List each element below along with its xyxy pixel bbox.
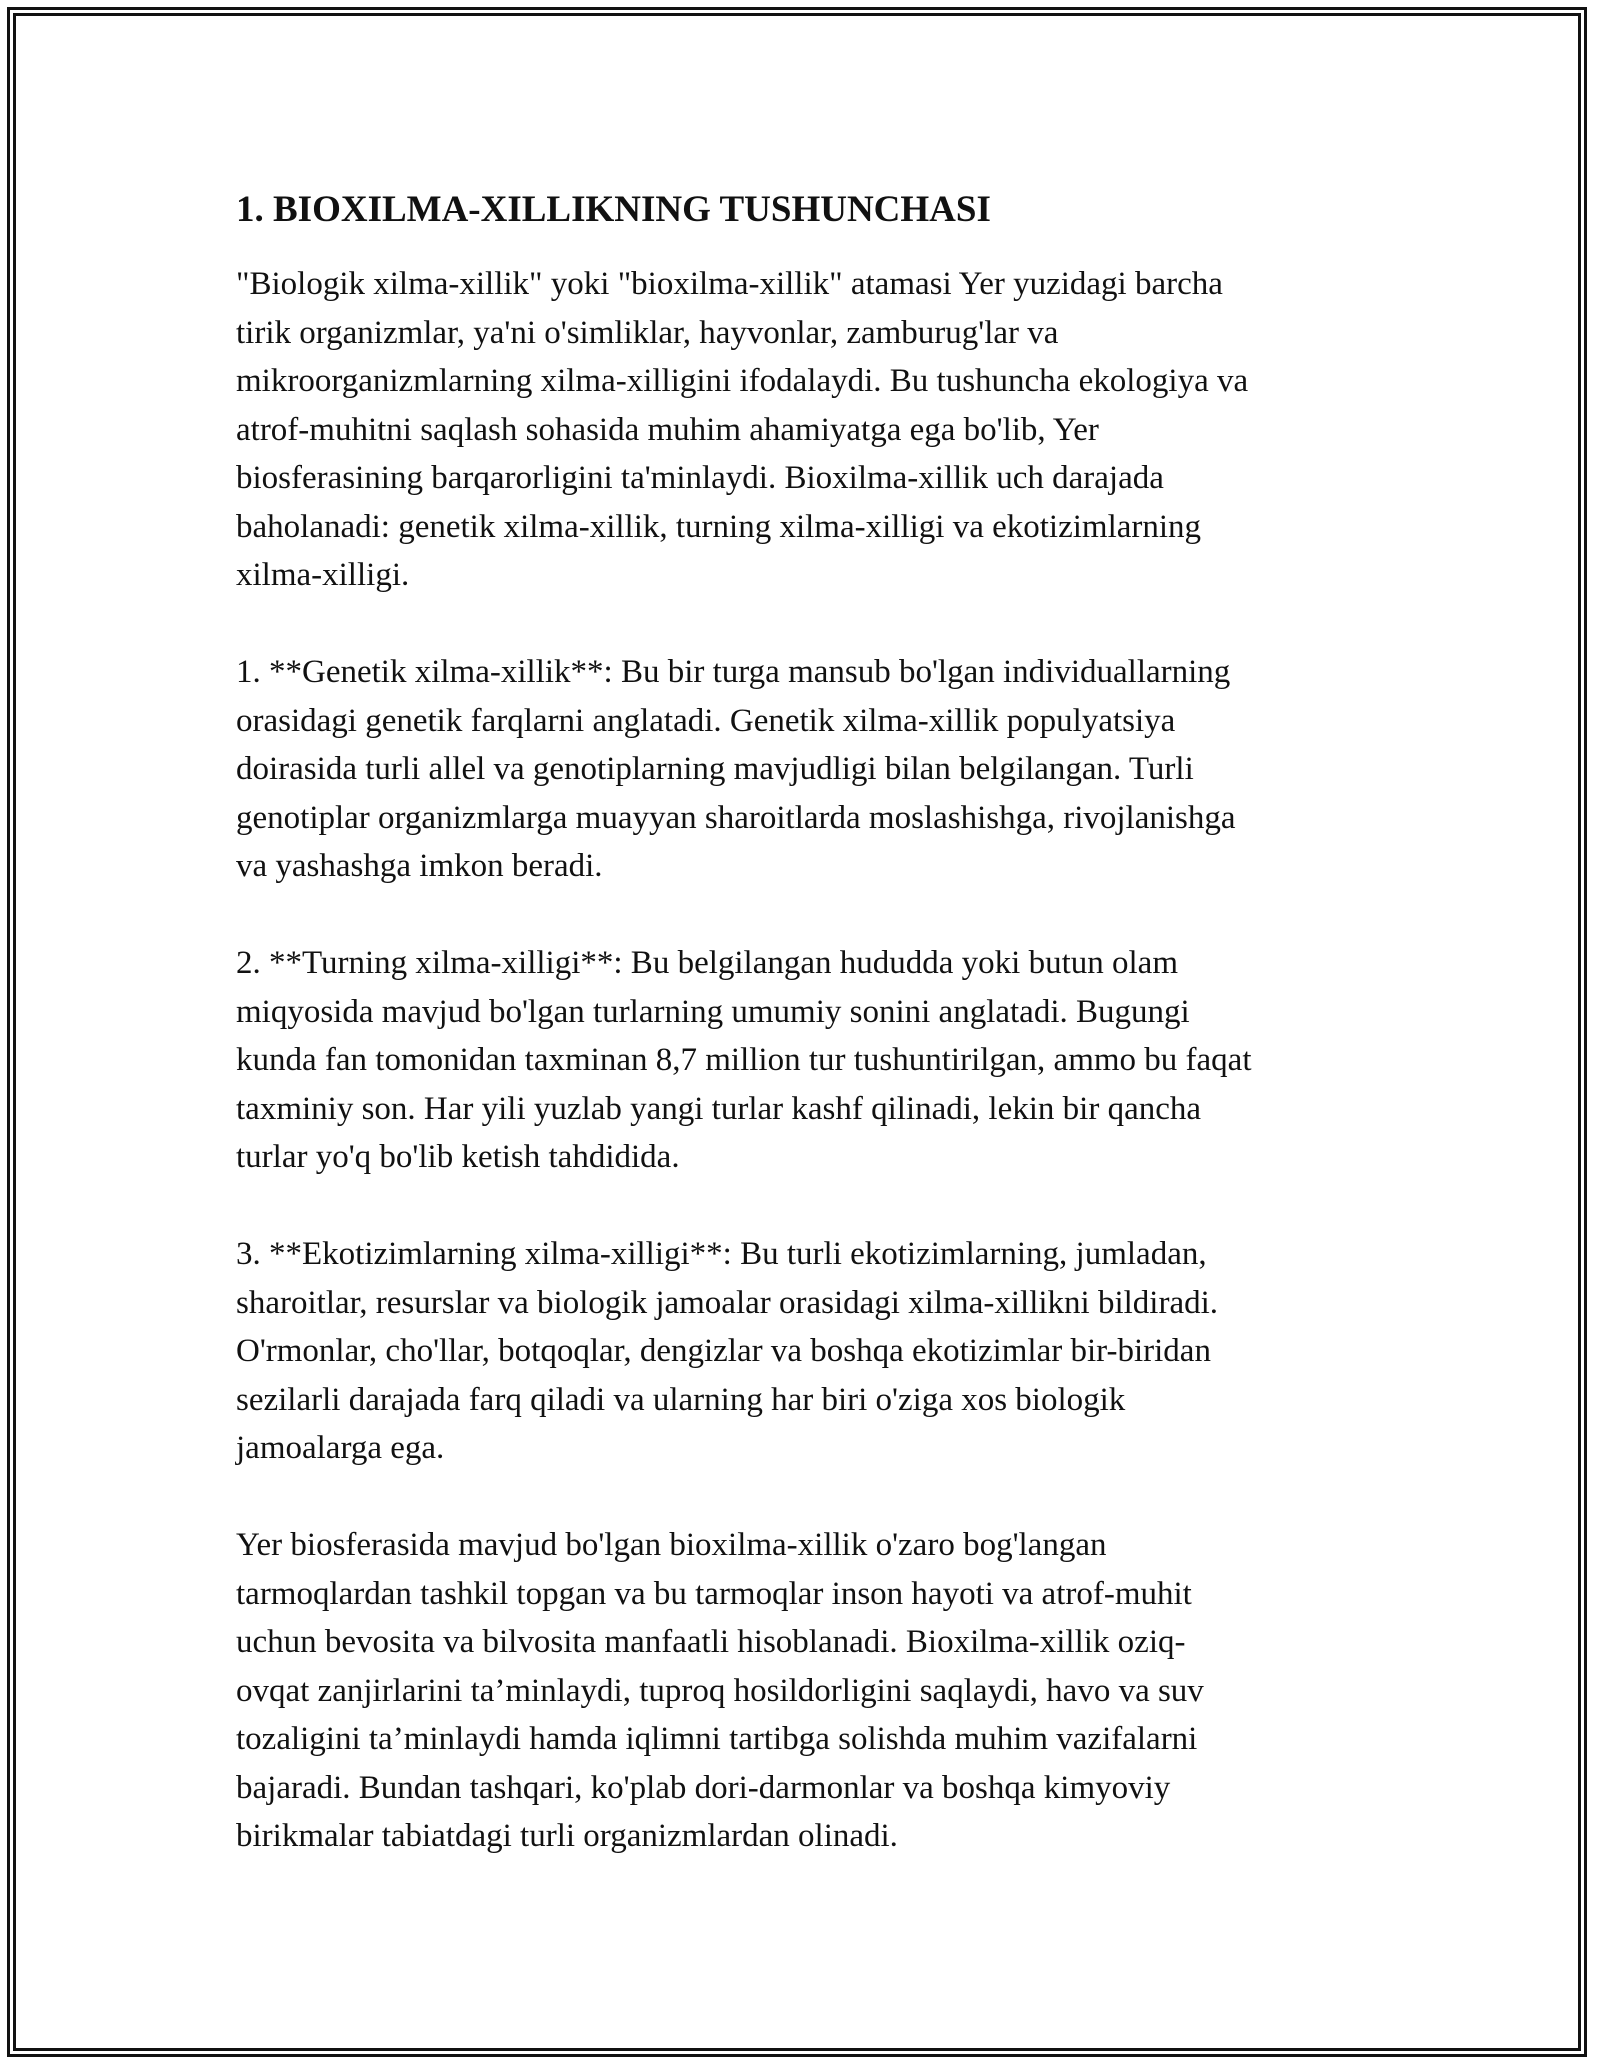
section-heading: 1. BIOXILMA-XILLIKNING TUSHUNCHASI [236,189,991,230]
ecosystem-diversity-paragraph: 3. **Ekotizimlarning xilma-xilligi**: Bu turli ekotizimlarning, jumladan, sharoitlar, resurslar va biologik jamoalar orasidagi xilma-xillikni bildiradi. O'rmonlar, cho'llar, botqoqlar, dengizlar va boshqa ekotizimlar bir-biridan sezilarli darajada farq qiladi va ularning har biri o'ziga xos biologik jamoalarga ega. [236,1236,1219,1466]
conclusion-paragraph: Yer biosferasida mavjud bo'lgan bioxilma-xillik o'zaro bog'langan tarmoqlardan tashkil topgan va bu tarmoqlar inson hayoti va atrof-muhit uchun bevosita va bilvosita manfaatli hisoblanadi. Bioxilma-xillik oziq- ovqat zanjirlarini ta’minlaydi, tuproq hosildorligini saqlaydi, havo va suv tozaligini ta’minlaydi hamda iqlimni tartibga solishda muhim vazifalarni bajaradi. Bundan tashqari, ko'plab dori-darmonlar va boshqa kimyoviy birikmalar tabiatdagi turli organizmlardan olinadi. [236,1527,1204,1854]
intro-paragraph: "Biologik xilma-xillik" yoki "bioxilma-xillik" atamasi Yer yuzidagi barcha tirik organizmlar, ya'ni o'simliklar, hayvonlar, zamburug'lar va mikroorganizmlarning xilma-xilligini ifodalaydi. Bu tushuncha ekologiya va atrof-muhitni saqlash sohasida muhim ahamiyatga ega bo'lib, Yer biosferasining barqarorligini ta'minlaydi. Bioxilma-xillik uch darajada baholanadi: genetik xilma-xillik, turning xilma-xilligi va ekotizimlarning xilma-xilligi. [236,266,1249,593]
document-body [236,186,1386,1861]
genetic-diversity-paragraph: 1. **Genetik xilma-xillik**: Bu bir turga mansub bo'lgan individuallarning orasidagi genetik farqlarni anglatadi. Genetik xilma-xillik populyatsiya doirasida turli allel va genotiplarning mavjudligi bilan belgilangan. Turli genotiplar organizmlarga muayyan sharoitlarda moslashishga, rivojlanishga va yashashga imkon beradi. [236,654,1236,884]
species-diversity-paragraph: 2. **Turning xilma-xilligi**: Bu belgilangan hududda yoki butun olam miqyosida mavjud bo'lgan turlarning umumiy sonini anglatadi. Bugungi kunda fan tomonidan taxminan 8,7 million tur tushuntirilgan, ammo bu faqat taxminiy son. Har yili yuzlab yangi turlar kashf qilinadi, lekin bir qancha turlar yo'q bo'lib ketish tahdidida. [236,945,1252,1175]
